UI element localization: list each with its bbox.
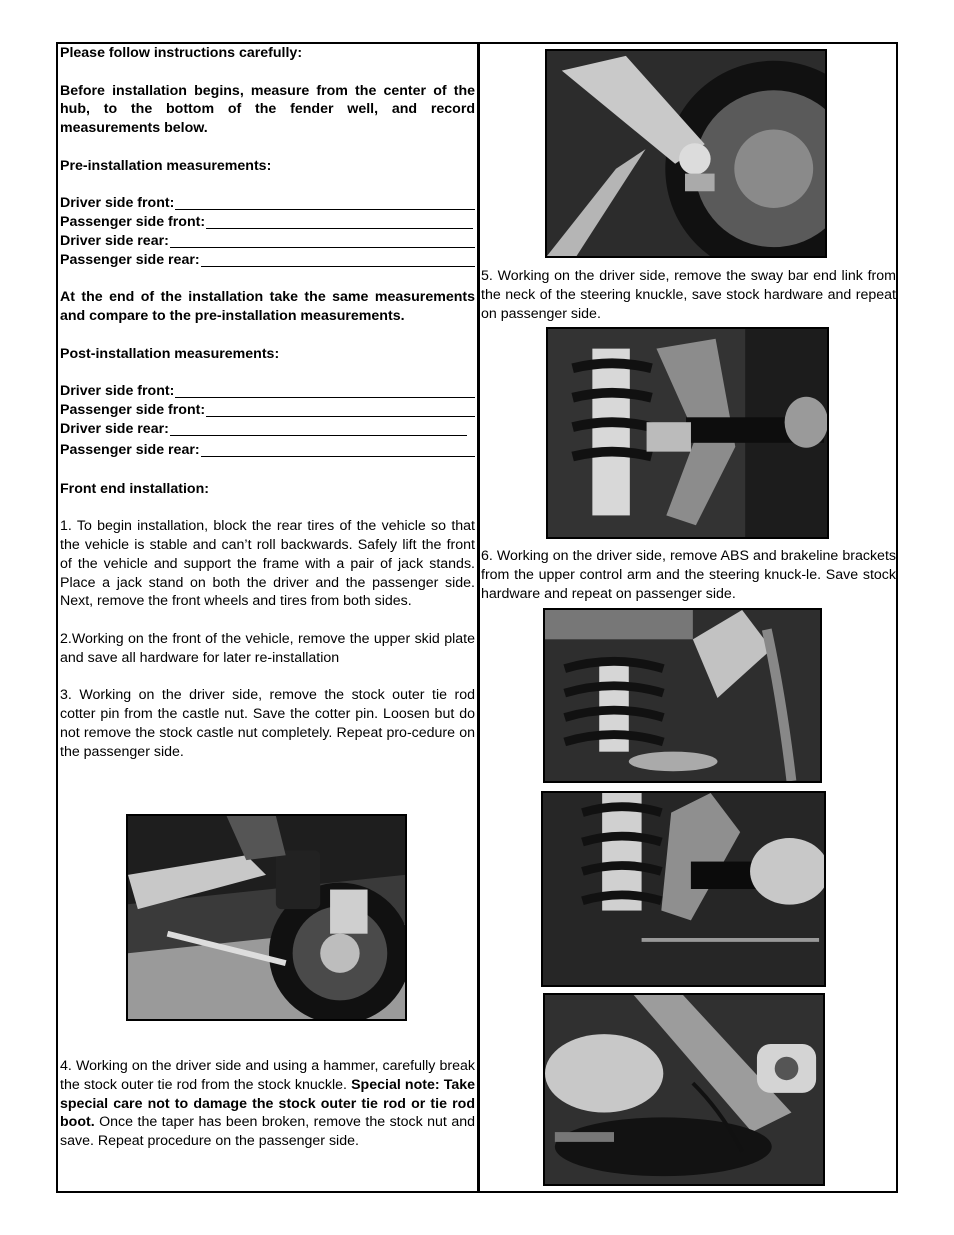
- pre-heading: Pre-installation measurements:: [60, 157, 272, 174]
- step-4-block: [60, 1057, 475, 1151]
- step-4-special-note: Special note: Take special care not to damage the stock outer tie rod or tie rod boot.: [60, 1076, 475, 1131]
- photo-impact-gun-tie-rod: [126, 814, 407, 1021]
- before-instructions: Before installation begins, measure from the center of the hub, to the bottom of the fender well, and record measurements below.: [60, 82, 475, 137]
- step-1-text: 1. To begin installation, block the rear tires of the vehicle so that the vehicle is stable and can’t roll backwards. Safely lift the front of the vehicle and support the frame with a pair of jack stands. Place a jack stand on both the driver and the passenger side. Next, remove the front wheels and tires from both sides.: [60, 518, 475, 610]
- intro-heading: Please follow instructions carefully:: [60, 45, 303, 61]
- front-heading: Front end installation:: [60, 480, 209, 497]
- photo-hammer-knuckle: [545, 49, 827, 258]
- step-5-text: 5. Working on the driver side, remove the sway bar end link from the neck of the steering knuckle, save stock hardware and repeat on passenger side.: [481, 268, 896, 322]
- step-6-text: 6. Working on the driver side, remove ABS and brakeline brackets from the upper control arm and the steering knuck-le. Save stock hardware and repeat on passenger side.: [481, 548, 896, 602]
- pre-driver-front-field[interactable]: Driver side front:: [60, 194, 475, 213]
- photo-abs-bracket: [543, 608, 822, 783]
- step-4-text: 4. Working on the driver side and using a hammer, carefully break the stock outer tie rod from the stock knuckle. Special note: Take special care not to damage the stock outer tie rod or tie rod boot. Once the taper has been broken, remove the stock nut and save. Repeat procedure on the passenger side.: [60, 1058, 475, 1150]
- pre-passenger-front-field[interactable]: Passenger side front:: [60, 213, 475, 232]
- pre-passenger-rear-field[interactable]: Passenger side rear:: [60, 251, 475, 270]
- pre-fields: [60, 194, 475, 269]
- photo-upper-control-arm: [541, 791, 826, 987]
- instruction-frame: [56, 42, 898, 1193]
- step-2-text: 2.Working on the front of the vehicle, remove the upper skid plate and save all hardware for later re-installation: [60, 630, 475, 666]
- post-heading: Post-installation measurements:: [60, 345, 280, 362]
- post-driver-front-field[interactable]: Driver side front:: [60, 382, 475, 401]
- column-divider: [477, 44, 480, 1191]
- post-passenger-rear-field[interactable]: Passenger side rear:: [60, 441, 475, 460]
- photo-sway-bar-link: [546, 327, 829, 539]
- pre-driver-rear-field[interactable]: Driver side rear:: [60, 232, 475, 251]
- end-note: At the end of the installation take the same measurements and compare to the pre-installation measurements.: [60, 289, 475, 325]
- left-column: [60, 44, 475, 761]
- post-fields: [60, 382, 475, 459]
- post-driver-rear-field[interactable]: Driver side rear:: [60, 420, 475, 439]
- step-3-text: 3. Working on the driver side, remove the stock outer tie rod cotter pin from the castle nut. Save the cotter pin. Loosen but do not remove the stock castle nut completely. Repeat pro-cedure on the passenger side.: [60, 687, 475, 760]
- photo-knuckle-bracket: [543, 993, 825, 1186]
- post-passenger-front-field[interactable]: Passenger side front:: [60, 401, 475, 420]
